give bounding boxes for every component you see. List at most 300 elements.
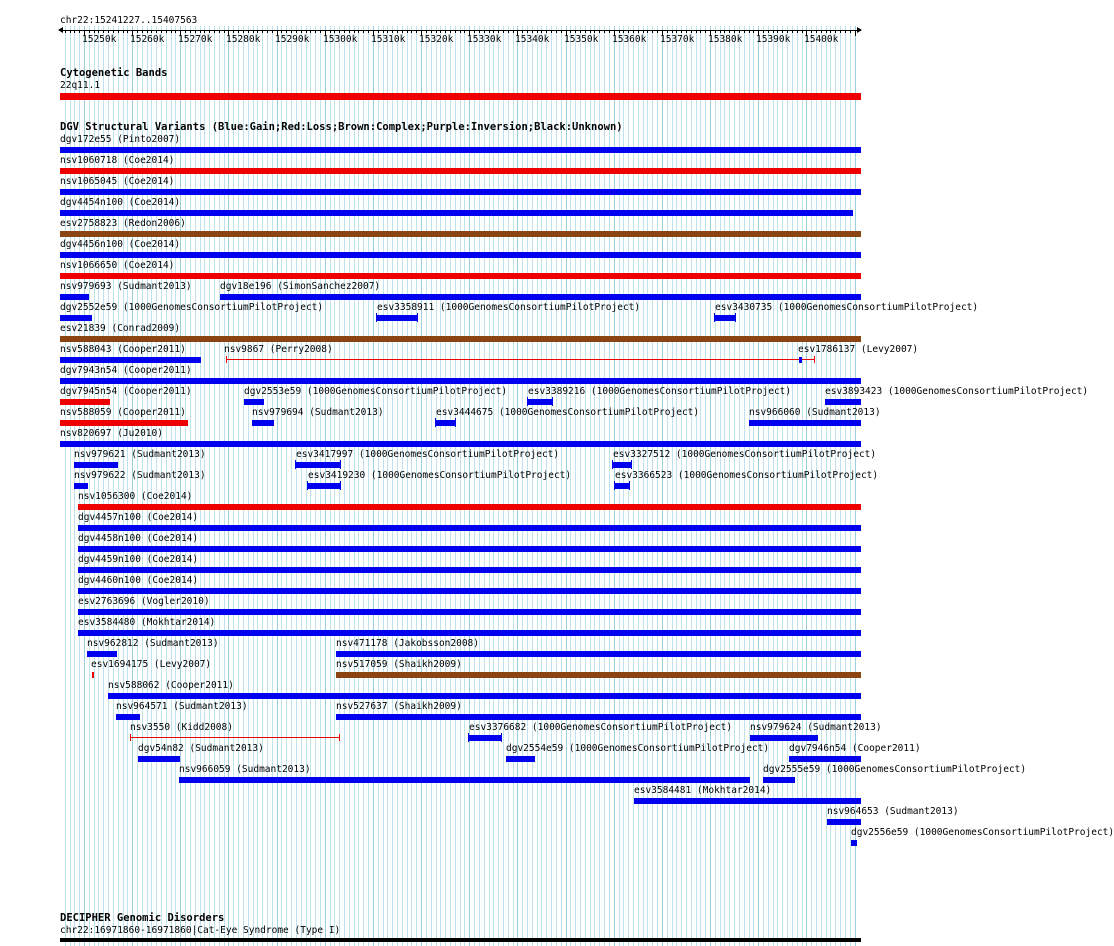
ruler-tick xyxy=(580,31,581,33)
ruler-tick xyxy=(508,31,509,33)
ruler-tick xyxy=(349,31,350,33)
ruler-tick xyxy=(724,31,725,33)
ruler-tick xyxy=(127,31,128,33)
decipher-track-title: DECIPHER Genomic Disorders xyxy=(60,912,225,924)
ruler-tick-label: 15260k xyxy=(130,34,165,45)
sv-feature-label: esv3584481 (Mokhtar2014) xyxy=(634,785,772,796)
sv-feature-bar[interactable] xyxy=(60,210,853,216)
ruler-tick xyxy=(392,31,393,33)
sv-feature-bar[interactable] xyxy=(436,420,455,426)
grid-line xyxy=(590,26,591,946)
ruler-tick xyxy=(460,31,461,33)
sv-feature-bar[interactable] xyxy=(749,420,861,426)
grid-line xyxy=(672,26,673,946)
grid-line xyxy=(281,26,282,946)
ruler-tick xyxy=(426,31,427,33)
sv-feature-label: nsv1060718 (Coe2014) xyxy=(60,155,175,166)
sv-feature-bar[interactable] xyxy=(60,147,861,153)
sv-feature-label: dgv2556e59 (1000GenomesConsortiumPilotProject) xyxy=(851,827,1114,838)
sv-feature-bar[interactable] xyxy=(60,189,861,195)
grid-line xyxy=(301,26,302,946)
grid-line xyxy=(570,26,571,946)
sv-feature-end-tick xyxy=(130,734,131,741)
grid-line xyxy=(358,26,359,946)
ruler-tick xyxy=(445,31,446,33)
ruler-tick xyxy=(556,31,557,33)
sv-feature-label: esv2763696 (Vogler2010) xyxy=(78,596,210,607)
ruler-tick-label: 15330k xyxy=(467,34,502,45)
decipher-feature-bar[interactable] xyxy=(60,938,861,942)
grid-line xyxy=(700,26,701,946)
ruler-tick xyxy=(498,31,499,33)
ruler-tick xyxy=(291,31,292,33)
ruler-right-arrow-icon xyxy=(857,27,862,33)
sv-feature-end-tick xyxy=(631,460,632,469)
grid-line xyxy=(204,26,205,946)
sv-feature-bar[interactable] xyxy=(252,420,274,426)
ruler-tick xyxy=(118,31,119,33)
grid-line xyxy=(705,26,706,946)
grid-line xyxy=(455,26,456,946)
grid-line xyxy=(638,26,639,946)
ruler-tick xyxy=(89,31,90,33)
grid-line xyxy=(411,26,412,946)
sv-feature-end-tick xyxy=(468,733,469,742)
sv-feature-bar[interactable] xyxy=(78,567,861,573)
sv-feature-bar[interactable] xyxy=(60,441,861,447)
sv-feature-bar[interactable] xyxy=(116,714,140,720)
sv-feature-end-tick xyxy=(629,481,630,490)
ruler-tick-label: 15280k xyxy=(226,34,261,45)
cytoband-label: 22q11.1 xyxy=(60,80,101,91)
sv-feature-bar[interactable] xyxy=(60,399,110,405)
ruler-tick xyxy=(527,31,528,33)
dgv-track-title: DGV Structural Variants (Blue:Gain;Red:Loss;Brown:Complex;Purple:Inversion;Black:Unknown) xyxy=(60,121,623,133)
sv-feature-label: esv3419230 (1000GenomesConsortiumPilotProject) xyxy=(308,470,572,481)
sv-feature-bar[interactable] xyxy=(60,357,201,363)
sv-feature-label: esv1786137 (Levy2007) xyxy=(798,344,919,355)
sv-feature-bar[interactable] xyxy=(634,798,861,804)
ruler-tick xyxy=(628,31,629,33)
grid-line xyxy=(753,26,754,946)
grid-line xyxy=(402,26,403,946)
grid-line xyxy=(243,26,244,946)
grid-line xyxy=(421,26,422,946)
sv-feature-bar[interactable] xyxy=(763,777,795,783)
ruler-tick xyxy=(493,31,494,33)
sv-feature-bar[interactable] xyxy=(78,609,861,615)
sv-feature-bar[interactable] xyxy=(220,294,861,300)
sv-feature-bar[interactable] xyxy=(244,399,264,405)
ruler-tick xyxy=(156,31,157,33)
sv-feature-label: nsv979693 (Sudmant2013) xyxy=(60,281,192,292)
ruler-tick xyxy=(301,31,302,33)
sv-feature-bar[interactable] xyxy=(613,462,631,468)
grid-line xyxy=(344,26,345,946)
sv-feature-bar[interactable] xyxy=(78,546,861,552)
grid-line xyxy=(286,26,287,946)
grid-line xyxy=(527,26,528,946)
grid-line xyxy=(686,26,687,946)
grid-line xyxy=(185,26,186,946)
grid-line xyxy=(493,26,494,946)
sv-feature-end-tick xyxy=(714,313,715,322)
ruler-tick-label: 15370k xyxy=(660,34,695,45)
ruler-tick xyxy=(594,31,595,33)
sv-feature-bar[interactable] xyxy=(78,588,861,594)
grid-line xyxy=(479,26,480,946)
ruler-tick-label: 15270k xyxy=(178,34,213,45)
grid-line xyxy=(469,26,470,946)
ruler-tick xyxy=(609,31,610,33)
sv-feature-bar[interactable] xyxy=(851,840,857,846)
grid-line xyxy=(291,26,292,946)
ruler-tick xyxy=(599,31,600,33)
ruler-tick xyxy=(137,31,138,33)
sv-feature-end-tick xyxy=(527,397,528,406)
sv-feature-bar[interactable] xyxy=(78,525,861,531)
sv-feature-bar[interactable] xyxy=(74,483,88,489)
ruler-tick xyxy=(190,31,191,33)
ruler-tick xyxy=(70,31,71,33)
ruler-tick xyxy=(551,31,552,33)
grid-line xyxy=(267,26,268,946)
sv-feature-bar[interactable] xyxy=(60,273,861,279)
ruler-tick xyxy=(643,31,644,33)
grid-line xyxy=(551,26,552,946)
sv-feature-label: esv3417997 (1000GenomesConsortiumPilotProject) xyxy=(296,449,560,460)
grid-line xyxy=(214,26,215,946)
grid-line xyxy=(546,26,547,946)
sv-feature-bar[interactable] xyxy=(60,420,188,426)
grid-line xyxy=(426,26,427,946)
ruler-tick xyxy=(561,31,562,33)
grid-line xyxy=(821,26,822,946)
sv-feature-label: nsv979624 (Sudmant2013) xyxy=(750,722,882,733)
sv-feature-bar[interactable] xyxy=(60,231,861,237)
grid-line xyxy=(392,26,393,946)
sv-feature-bar[interactable] xyxy=(336,672,861,678)
sv-feature-bar[interactable] xyxy=(336,714,861,720)
sv-feature-bar[interactable] xyxy=(179,777,750,783)
sv-feature-label: esv3584480 (Mokhtar2014) xyxy=(78,617,216,628)
sv-feature-label: dgv2552e59 (1000GenomesConsortiumPilotProject) xyxy=(60,302,324,313)
sv-feature-end-tick xyxy=(340,481,341,490)
ruler-tick xyxy=(840,31,841,33)
sv-feature-bar[interactable] xyxy=(528,399,552,405)
grid-line xyxy=(503,26,504,946)
ruler-tick xyxy=(147,31,148,33)
sv-feature-bar[interactable] xyxy=(615,483,629,489)
ruler-tick-label: 15290k xyxy=(275,34,310,45)
sv-feature-bar[interactable] xyxy=(377,315,417,321)
ruler-tick xyxy=(522,31,523,33)
sv-feature-bar[interactable] xyxy=(60,378,861,384)
grid-line xyxy=(537,26,538,946)
sv-feature-label: esv3358911 (1000GenomesConsortiumPilotProject) xyxy=(377,302,641,313)
ruler-tick xyxy=(123,31,124,33)
grid-line xyxy=(363,26,364,946)
sv-feature-label: nsv527637 (Shaikh2009) xyxy=(336,701,462,712)
grid-line xyxy=(734,26,735,946)
sv-feature-label: nsv964571 (Sudmant2013) xyxy=(116,701,248,712)
sv-feature-bar[interactable] xyxy=(60,294,89,300)
sv-feature-bar[interactable] xyxy=(87,651,117,657)
sv-feature-bar[interactable] xyxy=(336,651,861,657)
sv-feature-bar[interactable] xyxy=(74,462,118,468)
ruler-tick xyxy=(440,31,441,33)
grid-line xyxy=(508,26,509,946)
grid-line xyxy=(609,26,610,946)
grid-line xyxy=(599,26,600,946)
ruler-tick xyxy=(585,31,586,33)
sv-feature-end-tick xyxy=(295,460,296,469)
grid-line xyxy=(522,26,523,946)
sv-feature-label: dgv2553e59 (1000GenomesConsortiumPilotProject) xyxy=(244,386,508,397)
sv-feature-bar[interactable] xyxy=(78,504,861,510)
ruler-tick xyxy=(782,31,783,33)
sv-feature-end-tick xyxy=(814,356,815,363)
sv-feature-label: dgv4454n100 (Coe2014) xyxy=(60,197,181,208)
ruler-tick xyxy=(330,31,331,33)
sv-feature-label: nsv979621 (Sudmant2013) xyxy=(74,449,206,460)
cytoband-bar[interactable] xyxy=(60,93,861,100)
grid-line xyxy=(450,26,451,946)
ruler-tick xyxy=(98,31,99,33)
grid-line xyxy=(248,26,249,946)
sv-feature-end-tick xyxy=(735,313,736,322)
sv-feature-end-tick xyxy=(614,481,615,490)
sv-feature-label: dgv2554e59 (1000GenomesConsortiumPilotProject) xyxy=(506,743,770,754)
ruler-tick xyxy=(224,31,225,33)
grid-line xyxy=(710,26,711,946)
sv-feature-end-tick xyxy=(435,418,436,427)
sv-feature-label: esv3366523 (1000GenomesConsortiumPilotProject) xyxy=(615,470,879,481)
grid-line xyxy=(195,26,196,946)
ruler-tick xyxy=(334,31,335,33)
grid-line xyxy=(489,26,490,946)
grid-line xyxy=(445,26,446,946)
ruler-tick xyxy=(200,31,201,33)
ruler-tick xyxy=(344,31,345,33)
sv-feature-label: dgv4459n100 (Coe2014) xyxy=(78,554,199,565)
sv-feature-label: nsv1066650 (Coe2014) xyxy=(60,260,175,271)
sv-feature-label: dgv18e196 (SimonSanchez2007) xyxy=(220,281,381,292)
grid-line xyxy=(257,26,258,946)
ruler-tick xyxy=(113,31,114,33)
ruler-tick xyxy=(108,31,109,33)
ruler-tick xyxy=(103,31,104,33)
grid-line xyxy=(806,26,807,946)
ruler-tick xyxy=(792,31,793,33)
sv-feature-bar[interactable] xyxy=(308,483,340,489)
grid-line xyxy=(739,26,740,946)
sv-feature-bar[interactable] xyxy=(799,357,802,363)
sv-feature-bar[interactable] xyxy=(789,756,861,762)
grid-line xyxy=(513,26,514,946)
sv-feature-label: nsv471178 (Jakobsson2008) xyxy=(336,638,479,649)
sv-feature-bar[interactable] xyxy=(715,315,735,321)
ruler-tick xyxy=(667,31,668,33)
grid-line xyxy=(652,26,653,946)
ruler-tick xyxy=(826,31,827,33)
ruler-tick xyxy=(541,31,542,33)
grid-line xyxy=(253,26,254,946)
ruler-tick xyxy=(696,31,697,33)
sv-feature-bar[interactable] xyxy=(226,359,815,360)
sv-feature-end-tick xyxy=(307,481,308,490)
sv-feature-label: nsv820697 (Ju2010) xyxy=(60,428,163,439)
ruler-tick xyxy=(257,31,258,33)
grid-line xyxy=(383,26,384,946)
grid-line xyxy=(802,26,803,946)
ruler-tick xyxy=(354,31,355,33)
grid-line xyxy=(541,26,542,946)
ruler-tick xyxy=(387,31,388,33)
ruler-tick xyxy=(171,31,172,33)
sv-feature-label: dgv172e55 (Pinto2007) xyxy=(60,134,181,145)
ruler-tick xyxy=(773,31,774,33)
ruler-tick xyxy=(233,31,234,33)
grid-line xyxy=(773,26,774,946)
sv-feature-bar[interactable] xyxy=(60,252,861,258)
ruler-tick xyxy=(358,31,359,33)
sv-feature-bar[interactable] xyxy=(78,630,861,636)
decipher-feature-label: chr22:16971860-16971860|Cat-Eye Syndrome (Type I) xyxy=(60,925,341,936)
grid-line xyxy=(484,26,485,946)
grid-line xyxy=(224,26,225,946)
ruler-tick xyxy=(151,31,152,33)
grid-line xyxy=(296,26,297,946)
grid-line xyxy=(604,26,605,946)
ruler-tick xyxy=(715,31,716,33)
ruler-tick xyxy=(262,31,263,33)
sv-feature-label: nsv962812 (Sudmant2013) xyxy=(87,638,219,649)
ruler-tick xyxy=(219,31,220,33)
grid-line xyxy=(532,26,533,946)
grid-line xyxy=(407,26,408,946)
sv-feature-bar[interactable] xyxy=(506,756,535,762)
grid-line xyxy=(272,26,273,946)
sv-feature-bar[interactable] xyxy=(60,336,861,342)
ruler-tick xyxy=(436,31,437,33)
sv-feature-label: nsv3550 (Kidd2008) xyxy=(130,722,233,733)
ruler-tick xyxy=(94,31,95,33)
sv-feature-label: nsv1065045 (Coe2014) xyxy=(60,176,175,187)
grid-line xyxy=(277,26,278,946)
ruler-tick xyxy=(175,31,176,33)
grid-line xyxy=(349,26,350,946)
ruler-tick-label: 15390k xyxy=(756,34,791,45)
ruler-tick xyxy=(729,31,730,33)
ruler-tick xyxy=(296,31,297,33)
sv-feature-end-tick xyxy=(340,460,341,469)
ruler-tick xyxy=(286,31,287,33)
grid-line xyxy=(777,26,778,946)
ruler-tick xyxy=(267,31,268,33)
grid-line xyxy=(667,26,668,946)
grid-line xyxy=(556,26,557,946)
ruler-tick xyxy=(647,31,648,33)
ruler-tick xyxy=(705,31,706,33)
sv-feature-label: esv3430735 (1000GenomesConsortiumPilotProject) xyxy=(715,302,979,313)
sv-feature-bar[interactable] xyxy=(92,672,94,678)
ruler-left-arrow-icon xyxy=(58,27,63,33)
sv-feature-label: nsv979622 (Sudmant2013) xyxy=(74,470,206,481)
ruler-tick-label: 15250k xyxy=(82,34,117,45)
ruler-tick xyxy=(161,31,162,33)
sv-feature-label: nsv979694 (Sudmant2013) xyxy=(252,407,384,418)
grid-line xyxy=(715,26,716,946)
sv-feature-bar[interactable] xyxy=(108,693,861,699)
grid-line xyxy=(464,26,465,946)
grid-line xyxy=(676,26,677,946)
grid-line xyxy=(657,26,658,946)
sv-feature-bar[interactable] xyxy=(750,735,818,741)
sv-feature-label: esv3376682 (1000GenomesConsortiumPilotProject) xyxy=(469,722,733,733)
ruler-tick xyxy=(802,31,803,33)
grid-line xyxy=(440,26,441,946)
ruler-tick-label: 15350k xyxy=(564,34,599,45)
ruler-tick xyxy=(503,31,504,33)
grid-line xyxy=(561,26,562,946)
ruler-tick xyxy=(79,31,80,33)
sv-feature-end-tick xyxy=(417,313,418,322)
ruler-tick xyxy=(248,31,249,33)
ruler-tick xyxy=(166,31,167,33)
sv-feature-end-tick xyxy=(376,313,377,322)
ruler-tick xyxy=(546,31,547,33)
ruler-tick xyxy=(65,31,66,33)
ruler-tick-label: 15360k xyxy=(612,34,647,45)
ruler-tick-label: 15300k xyxy=(323,34,358,45)
sv-feature-bar[interactable] xyxy=(296,462,340,468)
ruler-tick-label: 15310k xyxy=(371,34,406,45)
grid-line xyxy=(378,26,379,946)
grid-line xyxy=(498,26,499,946)
ruler-tick xyxy=(532,31,533,33)
sv-feature-bar[interactable] xyxy=(469,735,501,741)
sv-feature-bar[interactable] xyxy=(130,737,340,738)
ruler-tick xyxy=(214,31,215,33)
sv-feature-end-tick xyxy=(339,734,340,741)
ruler-tick xyxy=(310,31,311,33)
sv-feature-label: dgv4457n100 (Coe2014) xyxy=(78,512,199,523)
grid-line xyxy=(219,26,220,946)
ruler-tick xyxy=(204,31,205,33)
sv-feature-bar[interactable] xyxy=(60,315,92,321)
ruler-tick xyxy=(691,31,692,33)
sv-feature-bar[interactable] xyxy=(138,756,180,762)
sv-feature-label: dgv4456n100 (Coe2014) xyxy=(60,239,181,250)
ruler-tick-label: 15400k xyxy=(804,34,839,45)
ruler-tick xyxy=(619,31,620,33)
ruler-tick xyxy=(281,31,282,33)
grid-line xyxy=(758,26,759,946)
ruler-tick xyxy=(700,31,701,33)
sv-feature-end-tick xyxy=(226,356,227,363)
ruler-tick xyxy=(378,31,379,33)
sv-feature-label: dgv4460n100 (Coe2014) xyxy=(78,575,199,586)
sv-feature-bar[interactable] xyxy=(825,399,861,405)
ruler-tick xyxy=(238,31,239,33)
sv-feature-bar[interactable] xyxy=(827,819,861,825)
ruler-tick xyxy=(633,31,634,33)
sv-feature-bar[interactable] xyxy=(60,168,861,174)
sv-feature-label: nsv9867 (Perry2008) xyxy=(224,344,333,355)
ruler-tick xyxy=(720,31,721,33)
ruler-tick xyxy=(383,31,384,33)
